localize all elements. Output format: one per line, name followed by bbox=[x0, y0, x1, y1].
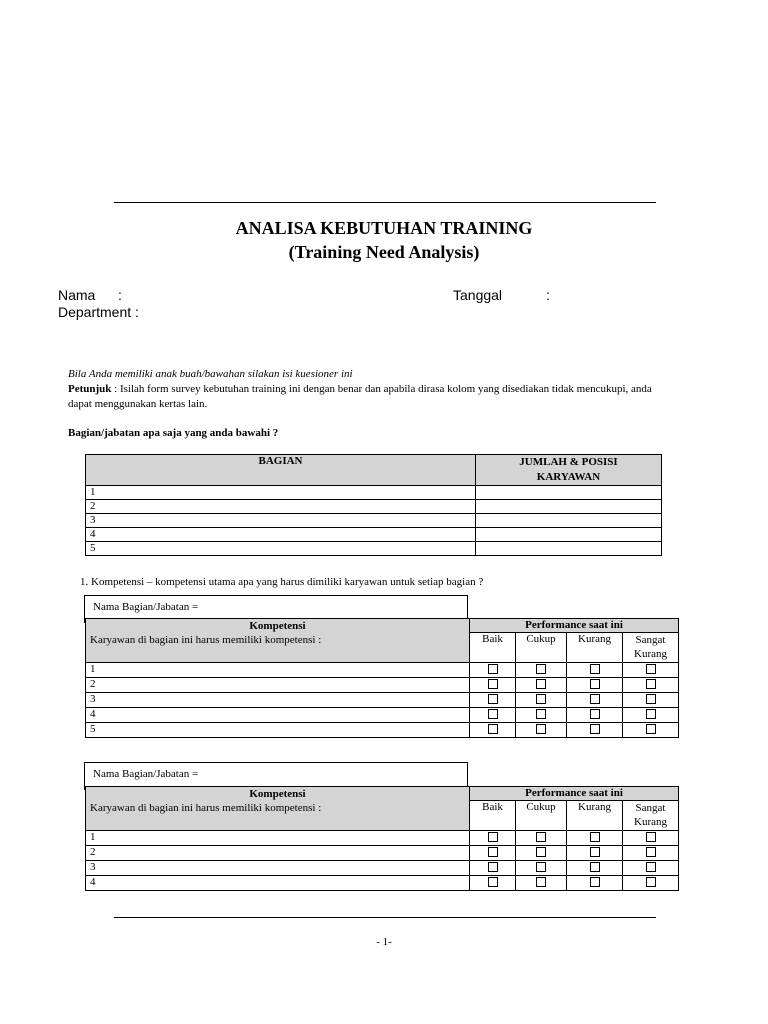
checkbox-cukup[interactable] bbox=[516, 723, 567, 738]
checkbox-baik[interactable] bbox=[470, 861, 516, 876]
kompetensi-header: Kompetensi bbox=[249, 620, 306, 632]
checkbox-kurang[interactable] bbox=[567, 708, 623, 723]
col-sangat-line1: Sangat bbox=[635, 634, 666, 646]
nama-colon: : bbox=[118, 287, 122, 303]
checkbox-cukup[interactable] bbox=[516, 693, 567, 708]
checkbox-icon[interactable] bbox=[488, 862, 498, 872]
table-row[interactable]: 5 bbox=[86, 542, 476, 556]
checkbox-kurang[interactable] bbox=[567, 846, 623, 861]
checkbox-icon[interactable] bbox=[646, 862, 656, 872]
checkbox-icon[interactable] bbox=[646, 664, 656, 674]
checkbox-icon[interactable] bbox=[488, 877, 498, 887]
table-row[interactable]: 4 bbox=[86, 528, 476, 542]
checkbox-cukup[interactable] bbox=[516, 861, 567, 876]
checkbox-icon[interactable] bbox=[590, 877, 600, 887]
checkbox-cukup[interactable] bbox=[516, 831, 567, 846]
checkbox-kurang[interactable] bbox=[567, 861, 623, 876]
checkbox-icon[interactable] bbox=[536, 847, 546, 857]
checkbox-icon[interactable] bbox=[590, 724, 600, 734]
checkbox-icon[interactable] bbox=[590, 862, 600, 872]
nama-bagian-label-2: Nama Bagian/Jabatan = bbox=[93, 768, 199, 780]
checkbox-icon[interactable] bbox=[646, 877, 656, 887]
checkbox-icon[interactable] bbox=[488, 664, 498, 674]
kompetensi-question: 1. Kompetensi – kompetensi utama apa yang harus dimiliki karyawan untuk setiap bagian ? bbox=[80, 576, 484, 588]
kompetensi-header-cell-2 bbox=[86, 787, 470, 831]
checkbox-baik[interactable] bbox=[470, 693, 516, 708]
checkbox-icon[interactable] bbox=[536, 709, 546, 719]
nama-bagian-label: Nama Bagian/Jabatan = bbox=[93, 601, 199, 613]
table-cell[interactable] bbox=[476, 486, 662, 500]
col-sangat-line1-2: Sangat bbox=[635, 802, 666, 814]
checkbox-icon[interactable] bbox=[488, 694, 498, 704]
jumlah-posisi-header bbox=[476, 455, 662, 486]
table-cell[interactable] bbox=[476, 542, 662, 556]
checkbox-icon[interactable] bbox=[536, 832, 546, 842]
page-number: - 1- bbox=[376, 936, 392, 948]
checkbox-icon[interactable] bbox=[646, 709, 656, 719]
checkbox-icon[interactable] bbox=[590, 694, 600, 704]
checkbox-icon[interactable] bbox=[646, 724, 656, 734]
kompetensi-desc-2: Karyawan di bagian ini harus memiliki kompetensi : bbox=[90, 802, 322, 814]
checkbox-sangat-kurang[interactable] bbox=[623, 846, 679, 861]
performance-header: Performance saat ini bbox=[470, 619, 679, 633]
table-row[interactable]: 1 bbox=[86, 663, 470, 678]
checkbox-cukup[interactable] bbox=[516, 708, 567, 723]
col-baik: Baik bbox=[470, 633, 516, 663]
col-baik-2: Baik bbox=[470, 801, 516, 831]
col-cukup: Cukup bbox=[516, 633, 567, 663]
checkbox-sangat-kurang[interactable] bbox=[623, 861, 679, 876]
checkbox-icon[interactable] bbox=[536, 877, 546, 887]
kompetensi-desc: Karyawan di bagian ini harus memiliki kompetensi : bbox=[90, 634, 322, 646]
checkbox-sangat-kurang[interactable] bbox=[623, 663, 679, 678]
page-title: ANALISA KEBUTUHAN TRAINING bbox=[235, 218, 533, 238]
performance-header-2: Performance saat ini bbox=[470, 787, 679, 801]
checkbox-baik[interactable] bbox=[470, 876, 516, 891]
checkbox-kurang[interactable] bbox=[567, 723, 623, 738]
table-row[interactable]: 2 bbox=[86, 500, 476, 514]
checkbox-icon[interactable] bbox=[590, 847, 600, 857]
checkbox-sangat-kurang[interactable] bbox=[623, 708, 679, 723]
kompetensi-header-2: Kompetensi bbox=[249, 788, 306, 800]
col-sangat-line2: Kurang bbox=[634, 648, 667, 660]
top-rule bbox=[114, 202, 656, 203]
table-row[interactable]: 4 bbox=[86, 708, 470, 723]
table-row[interactable]: 3 bbox=[86, 514, 476, 528]
checkbox-icon[interactable] bbox=[536, 862, 546, 872]
kompetensi-header-cell bbox=[86, 619, 470, 663]
table-row[interactable]: 1 bbox=[86, 486, 476, 500]
checkbox-sangat-kurang[interactable] bbox=[623, 831, 679, 846]
checkbox-cukup[interactable] bbox=[516, 876, 567, 891]
col-sangat-line2-2: Kurang bbox=[634, 816, 667, 828]
checkbox-icon[interactable] bbox=[590, 709, 600, 719]
checkbox-baik[interactable] bbox=[470, 663, 516, 678]
table-row[interactable]: 3 bbox=[86, 861, 470, 876]
checkbox-baik[interactable] bbox=[470, 846, 516, 861]
jumlah-posisi-line2: KARYAWAN bbox=[536, 471, 601, 483]
checkbox-sangat-kurang[interactable] bbox=[623, 678, 679, 693]
checkbox-icon[interactable] bbox=[590, 679, 600, 689]
table-row[interactable]: 2 bbox=[86, 846, 470, 861]
table-row[interactable]: 2 bbox=[86, 678, 470, 693]
bagian-question: Bagian/jabatan apa saja yang anda bawahi ? bbox=[68, 427, 279, 439]
table-cell[interactable] bbox=[476, 514, 662, 528]
checkbox-kurang[interactable] bbox=[567, 876, 623, 891]
checkbox-sangat-kurang[interactable] bbox=[623, 693, 679, 708]
tanggal-colon: : bbox=[546, 287, 550, 303]
checkbox-sangat-kurang[interactable] bbox=[623, 876, 679, 891]
col-cukup-2: Cukup bbox=[516, 801, 567, 831]
petunjuk-paragraph bbox=[68, 382, 658, 412]
table-row[interactable]: 5 bbox=[86, 723, 470, 738]
petunjuk-text: : Isilah form survey kebutuhan training ini dengan benar dan apabila dirasa kolom yang disediakan tidak mencukupi, anda dapat menggunakan kertas lain. bbox=[68, 383, 652, 410]
checkbox-baik[interactable] bbox=[470, 678, 516, 693]
nama-label: Nama bbox=[58, 287, 96, 303]
checkbox-icon[interactable] bbox=[646, 832, 656, 842]
tanggal-label: Tanggal bbox=[453, 287, 503, 303]
checkbox-icon[interactable] bbox=[536, 679, 546, 689]
checkbox-icon[interactable] bbox=[646, 694, 656, 704]
checkbox-icon[interactable] bbox=[646, 847, 656, 857]
checkbox-cukup[interactable] bbox=[516, 663, 567, 678]
checkbox-icon[interactable] bbox=[488, 724, 498, 734]
col-kurang-2: Kurang bbox=[567, 801, 623, 831]
table-cell[interactable] bbox=[476, 500, 662, 514]
checkbox-icon[interactable] bbox=[488, 709, 498, 719]
checkbox-cukup[interactable] bbox=[516, 678, 567, 693]
bagian-header: BAGIAN bbox=[86, 455, 476, 486]
checkbox-kurang[interactable] bbox=[567, 678, 623, 693]
col-sangat-kurang bbox=[623, 633, 679, 663]
checkbox-icon[interactable] bbox=[488, 832, 498, 842]
checkbox-baik[interactable] bbox=[470, 831, 516, 846]
checkbox-baik[interactable] bbox=[470, 723, 516, 738]
checkbox-sangat-kurang[interactable] bbox=[623, 723, 679, 738]
checkbox-icon[interactable] bbox=[536, 724, 546, 734]
intro-text: Bila Anda memiliki anak buah/bawahan silakan isi kuesioner ini bbox=[68, 368, 353, 380]
col-kurang: Kurang bbox=[567, 633, 623, 663]
bagian-table bbox=[85, 454, 662, 556]
kompetensi-table-1 bbox=[85, 618, 679, 738]
checkbox-icon[interactable] bbox=[536, 664, 546, 674]
col-sangat-kurang-2 bbox=[623, 801, 679, 831]
bottom-rule bbox=[114, 917, 656, 918]
jumlah-posisi-line1: JUMLAH & POSISI bbox=[519, 456, 618, 468]
checkbox-cukup[interactable] bbox=[516, 846, 567, 861]
department-label: Department : bbox=[58, 304, 139, 320]
table-row[interactable]: 4 bbox=[86, 876, 470, 891]
checkbox-icon[interactable] bbox=[536, 694, 546, 704]
checkbox-icon[interactable] bbox=[590, 832, 600, 842]
table-row[interactable]: 1 bbox=[86, 831, 470, 846]
checkbox-icon[interactable] bbox=[488, 679, 498, 689]
checkbox-icon[interactable] bbox=[646, 679, 656, 689]
table-row[interactable]: 3 bbox=[86, 693, 470, 708]
checkbox-icon[interactable] bbox=[488, 847, 498, 857]
checkbox-icon[interactable] bbox=[590, 664, 600, 674]
page-subtitle: (Training Need Analysis) bbox=[288, 242, 480, 262]
checkbox-kurang[interactable] bbox=[567, 831, 623, 846]
checkbox-kurang[interactable] bbox=[567, 663, 623, 678]
checkbox-baik[interactable] bbox=[470, 708, 516, 723]
petunjuk-label: Petunjuk bbox=[68, 383, 112, 395]
table-cell[interactable] bbox=[476, 528, 662, 542]
checkbox-kurang[interactable] bbox=[567, 693, 623, 708]
kompetensi-table-2 bbox=[85, 786, 679, 891]
